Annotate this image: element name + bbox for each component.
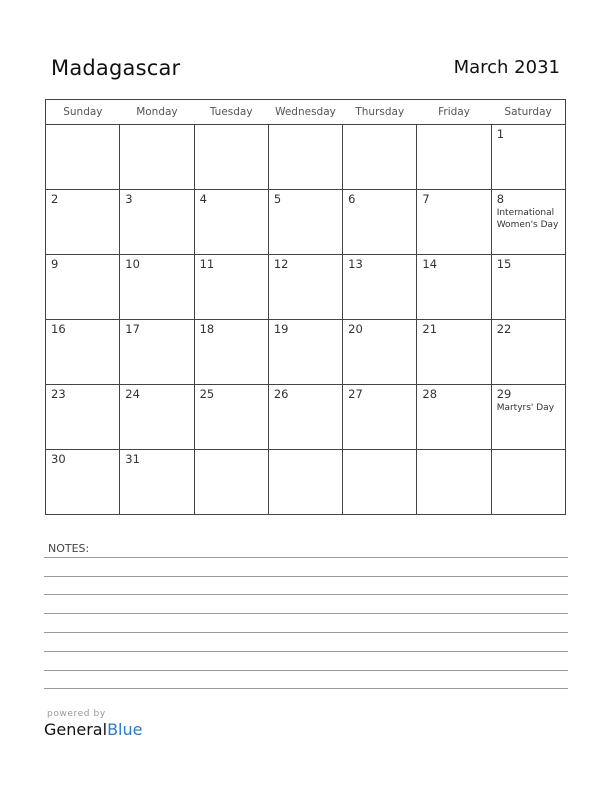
day-cell [268, 190, 342, 255]
calendar-grid [45, 99, 566, 515]
day-cell [120, 320, 194, 385]
day-number: 28 [422, 387, 438, 401]
week-row [46, 385, 566, 450]
day-number: 26 [273, 387, 289, 401]
day-cell [491, 450, 565, 515]
day-number: 31 [125, 452, 140, 466]
holiday-label: Martyrs' Day [496, 403, 555, 413]
day-number: 3 [125, 192, 133, 206]
note-line [44, 594, 568, 595]
day-cell [194, 385, 268, 450]
day-cell [194, 125, 268, 190]
day-number: 17 [125, 322, 140, 336]
day-cell [343, 385, 417, 450]
day-cell [120, 255, 194, 320]
day-cell [194, 320, 268, 385]
day-number: 16 [51, 322, 66, 336]
day-number: 18 [199, 322, 215, 336]
week-row [46, 255, 566, 320]
day-cell [120, 190, 194, 255]
day-number: 10 [125, 257, 140, 271]
day-cell [491, 125, 565, 190]
day-number: 9 [51, 257, 59, 271]
logo-general-text: General [44, 720, 108, 739]
calendar-body [46, 125, 566, 515]
day-cell [417, 125, 491, 190]
day-cell [194, 255, 268, 320]
day-cell [194, 450, 268, 515]
day-cell [46, 125, 120, 190]
day-number: 20 [348, 322, 363, 336]
day-number: 12 [273, 257, 289, 271]
day-number: 2 [51, 192, 59, 206]
day-number: 6 [348, 192, 356, 206]
weekday-wednesday: Wednesday [268, 100, 342, 125]
day-number: 27 [348, 387, 363, 401]
note-line [44, 688, 568, 689]
day-cell [46, 450, 120, 515]
day-number: 23 [51, 387, 66, 401]
day-number: 13 [348, 257, 363, 271]
day-cell [46, 385, 120, 450]
day-cell [343, 320, 417, 385]
day-number: 8 [496, 192, 505, 206]
day-cell [46, 255, 120, 320]
logo-blue-text: Blue [107, 720, 143, 739]
day-number: 25 [199, 387, 215, 401]
day-cell [417, 385, 491, 450]
note-line [44, 576, 568, 577]
note-line [44, 651, 568, 652]
day-number: 15 [496, 257, 512, 271]
day-number: 24 [125, 387, 140, 401]
month-year-title: March 2031 [453, 57, 560, 78]
day-number: 22 [496, 322, 512, 336]
day-cell [417, 190, 491, 255]
day-cell [491, 385, 565, 450]
country-title: Madagascar [51, 56, 181, 80]
week-row [46, 320, 566, 385]
day-cell [417, 450, 491, 515]
weekday-saturday: Saturday [491, 100, 565, 125]
day-cell [46, 320, 120, 385]
weekday-friday: Friday [417, 100, 491, 125]
day-cell [46, 190, 120, 255]
note-line [44, 613, 568, 614]
week-row [46, 125, 566, 190]
day-number: 1 [496, 127, 505, 141]
day-number: 14 [422, 257, 438, 271]
holiday-label: International Women's Day [496, 208, 559, 230]
day-cell [268, 450, 342, 515]
generalblue-logo [44, 720, 142, 739]
day-cell [491, 320, 565, 385]
day-cell [417, 255, 491, 320]
day-cell [268, 385, 342, 450]
day-number: 29 [496, 387, 512, 401]
day-cell [417, 320, 491, 385]
day-cell [343, 125, 417, 190]
day-number: 30 [51, 452, 66, 466]
day-cell [120, 125, 194, 190]
note-line [44, 632, 568, 633]
notes-label: NOTES: [48, 542, 90, 555]
day-cell [343, 190, 417, 255]
weekday-header-row [46, 100, 566, 125]
note-line [44, 557, 568, 558]
day-number: 4 [199, 192, 207, 206]
weekday-sunday: Sunday [46, 100, 120, 125]
day-number: 21 [422, 322, 438, 336]
day-number: 11 [199, 257, 215, 271]
powered-by-text: powered by [47, 709, 106, 719]
weekday-thursday: Thursday [343, 100, 417, 125]
note-line [44, 670, 568, 671]
day-cell [120, 450, 194, 515]
day-cell [194, 190, 268, 255]
weekday-monday: Monday [120, 100, 194, 125]
day-cell [120, 385, 194, 450]
day-cell [343, 255, 417, 320]
day-cell [268, 125, 342, 190]
day-cell [491, 255, 565, 320]
week-row [46, 450, 566, 515]
week-row [46, 190, 566, 255]
day-number: 5 [273, 192, 282, 206]
weekday-tuesday: Tuesday [194, 100, 268, 125]
day-cell [491, 190, 565, 255]
day-cell [268, 255, 342, 320]
day-number: 19 [273, 322, 289, 336]
day-cell [343, 450, 417, 515]
day-number: 7 [422, 192, 430, 206]
day-cell [268, 320, 342, 385]
